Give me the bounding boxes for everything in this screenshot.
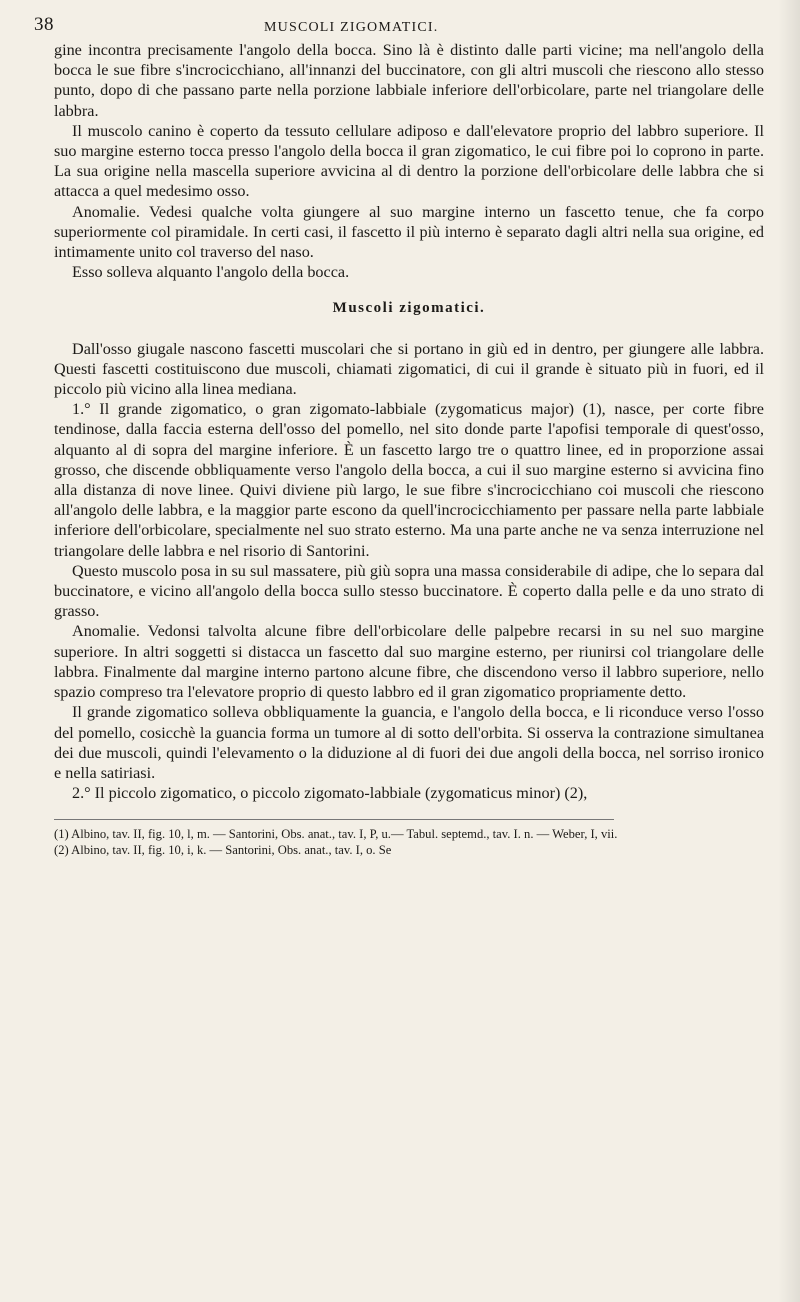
paragraph: Anomalie. Vedonsi talvolta alcune fibre dell'orbicolare delle palpebre recarsi in su nel suo margine superiore. In altri soggetti si distacca un fascetto dal suo margine esterno, per riunirsi col triangolare delle labbra. Finalmente dal margine interno partono alcune fibre, che discendono verso il labbro superiore, nello spazio compreso tra l'elevatore proprio di questo labbro ed il gran zigomatico propriamente detto. [54,622,764,702]
paragraph: Questo muscolo posa in su sul massatere, più giù sopra una massa considerabile di adipe, che lo separa dal buccinatore, e vicino all'angolo della bocca sullo stesso buccinatore. È coperto dalla pelle e da uno strato di grasso. [54,561,764,621]
page-header [34,14,780,40]
footnote: (2) Albino, tav. II, fig. 10, i, k. — Santorini, Obs. anat., tav. I, o. Se [54,843,392,858]
page-number: 38 [34,14,54,35]
paragraph: 1.° Il grande zigomatico, o gran zigomato-labbiale (zygomaticus major) (1), nasce, per corte fibre tendinose, dalla faccia esterna dell'osso del pomello, nel sito donde parte l'apofisi temporale di quest'osso, alquanto al di sopra del margine inferiore. È un fascetto largo tre o quattro linee, ed in proporzione assai grosso, che discende obbliquamente verso l'angolo della bocca, a cui il suo margine esterno si avvicina fino alla distanza di nove linee. Quivi diviene più largo, le sue fibre s'incrocicchiano coi muscoli che riescono all'angolo delle labbra, e la maggior parte escono da quell'incrocicchiamento per passare nella parte labbiale inferiore dell'orbicolare, specialmente nel suo strato esterno. Ma una parte anche ne va senza interruzione nel triangolare delle labbra e nel risorio di Santorini. [54,400,764,560]
paragraph: Anomalie. Vedesi qualche volta giungere al suo margine interno un fascetto tenue, che fa corpo superiormente col piramidale. In certi casi, il fascetto il più interno è separato dagli altri nella sua origine, ed intimamente unito col traverso del naso. [54,202,764,262]
running-head: MUSCOLI ZIGOMATICI. [264,20,439,35]
paragraph: Il grande zigomatico solleva obbliquamente la guancia, e l'angolo della bocca, e li riconduce verso l'osso del pomello, cosicchè la guancia forma un tumore al di sotto dell'orbita. Si osserva la contrazione simultanea dei due muscoli, quindi l'elevamento o la diduzione al di fuori dei due angoli della bocca, nel sorriso ironico e nella satiriasi. [54,703,764,782]
footnotes [54,826,764,858]
paragraph: Dall'osso giugale nascono fascetti muscolari che si portano in giù ed in dentro, per giungere alle labbra. Questi fascetti costituiscono due muscoli, chiamati zigomatici, di cui il grande è situato più in fuori, ed il piccolo più vicino alla linea mediana. [54,339,764,399]
footnote: (1) Albino, tav. II, fig. 10, l, m. — Santorini, Obs. anat., tav. I, P, u.— Tabul. septemd., tav. I. n. — Weber, I, vii. [54,827,618,842]
body-text [54,40,764,858]
page-edge-shadow [778,0,800,1302]
footnote-divider [54,819,614,820]
paragraph: gine incontra precisamente l'angolo della bocca. Sino là è distinto dalle parti vicine; ma nell'angolo della bocca le sue fibre s'incrocicchiano, all'innanzi del buccinatore, con gli altri muscoli che riescono allo stesso punto, dopo di che passano parte nella porzione labbiale inferiore dell'orbicolare, parte nel triangolare delle labbra. [54,41,764,120]
paragraph: Esso solleva alquanto l'angolo della bocca. [72,263,350,282]
paragraph: 2.° Il piccolo zigomatico, o piccolo zigomato-labbiale (zygomaticus minor) (2), [72,784,588,803]
section-heading: Muscoli zigomatici. [332,300,486,317]
paragraph: Il muscolo canino è coperto da tessuto cellulare adiposo e dall'elevatore proprio del labbro superiore. Il suo margine esterno tocca presso l'angolo della bocca il gran zigomatico, le cui fibre poi lo coprono in parte. La sua origine nella mascella superiore avvicina al di dentro la porzione dell'orbicolare delle labbra che si attacca a quel medesimo osso. [54,121,764,201]
